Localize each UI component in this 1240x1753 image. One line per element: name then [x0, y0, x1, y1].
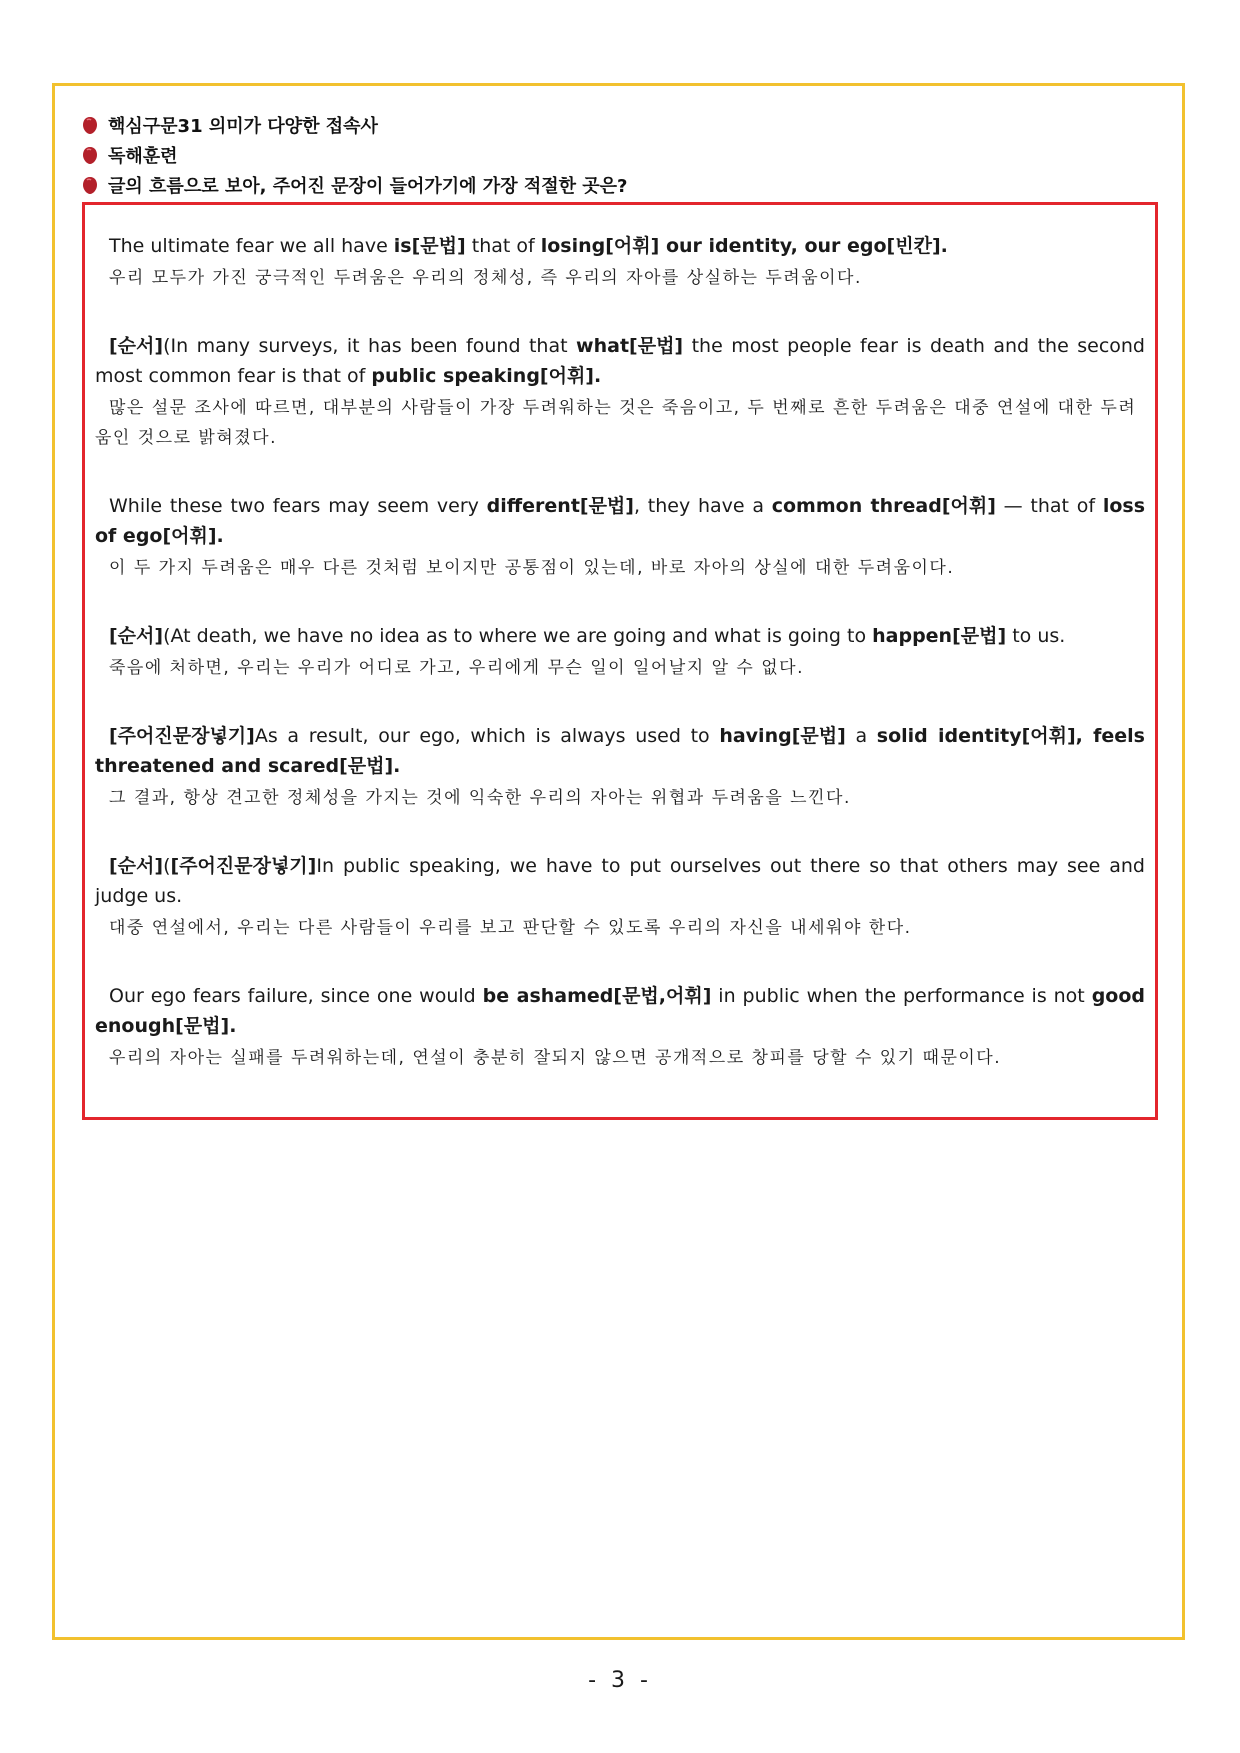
- highlighted-term: public speaking[어휘].: [371, 365, 602, 387]
- english-sentence: [95, 231, 1145, 261]
- sentence-text: While these two fears may seem very: [109, 495, 487, 517]
- header-text: 글의 흐름으로 보아, 주어진 문장이 들어가기에 가장 적절한 곳은?: [108, 176, 628, 197]
- highlighted-term: be ashamed[문법,어휘]: [482, 985, 712, 1007]
- header-line-1: [82, 110, 628, 140]
- header-line-3: [82, 170, 628, 200]
- red-bullet-icon: [82, 146, 98, 165]
- highlighted-term: solid identity[어휘], feels threatened and scared[문법].: [95, 725, 1145, 777]
- korean-translation: 대중 연설에서, 우리는 다른 사람들이 우리를 보고 판단할 수 있도록 우리의 자신을 내세워야 한다.: [109, 918, 912, 938]
- passage-box: [82, 202, 1158, 1120]
- korean-translation: 이 두 가지 두려움은 매우 다른 것처럼 보이지만 공통점이 있는데, 바로 자아의 상실에 대한 두려움이다.: [109, 558, 955, 578]
- sentence-text: The ultimate fear we all have: [109, 235, 394, 257]
- paragraph-4: [95, 621, 1145, 683]
- korean-translation: 우리의 자아는 실패를 두려워하는데, 연설이 충분히 잘되지 않으면 공개적으로 창피를 당할 수 있기 때문이다.: [109, 1048, 1002, 1068]
- sentence-text: (In many surveys, it has been found that: [163, 335, 577, 357]
- sentence-text: in public when the performance is not: [711, 985, 1092, 1007]
- sentence-text: Our ego fears failure, since one would: [109, 985, 483, 1007]
- red-bullet-icon: [82, 176, 98, 195]
- header-text: 독해훈련: [108, 146, 178, 167]
- sentence-text: (At death, we have no idea as to where we are going and what is going to: [163, 625, 873, 647]
- english-sentence: [95, 981, 1145, 1041]
- english-sentence: [95, 491, 1145, 551]
- highlighted-term: good enough[문법].: [95, 985, 1145, 1037]
- paragraph-7: [95, 981, 1145, 1073]
- english-sentence: [95, 721, 1145, 781]
- highlighted-term: [순서]: [109, 625, 164, 647]
- korean-translation: 죽음에 처하면, 우리는 우리가 어디로 가고, 우리에게 무슨 일이 일어날지 알 수 없다.: [109, 658, 804, 678]
- highlighted-term: loss of ego[어휘].: [95, 495, 1146, 547]
- page-number: - 3 -: [588, 1668, 652, 1693]
- sentence-text: to us.: [1006, 625, 1066, 647]
- english-sentence: [95, 851, 1145, 911]
- sentence-text: the most people fear is death and the second most common fear is that of: [95, 335, 1145, 387]
- paragraph-1: [95, 231, 1145, 293]
- highlighted-term: [주어진문장넣기]: [170, 855, 317, 877]
- highlighted-term: is[문법]: [393, 235, 466, 257]
- header-line-2: [82, 140, 628, 170]
- english-sentence: [95, 331, 1145, 391]
- highlighted-term: common thread[어휘]: [771, 495, 996, 517]
- sentence-text: that of: [465, 235, 541, 257]
- highlighted-term: what[문법]: [576, 335, 684, 357]
- highlighted-term: different[문법]: [486, 495, 634, 517]
- header-text: 핵심구문31 의미가 다양한 접속사: [108, 116, 378, 137]
- red-bullet-icon: [82, 116, 98, 135]
- korean-translation: 그 결과, 항상 견고한 정체성을 가지는 것에 익숙한 우리의 자아는 위협과 두려움을 느낀다.: [109, 788, 851, 808]
- highlighted-term: [순서]: [109, 335, 164, 357]
- paragraph-3: [95, 491, 1145, 583]
- highlighted-term: [주어진문장넣기]: [109, 725, 255, 747]
- sentence-text: — that of: [995, 495, 1103, 517]
- korean-translation: 우리 모두가 가진 궁극적인 두려움은 우리의 정체성, 즉 우리의 자아를 상실하는 두려움이다.: [109, 268, 862, 288]
- highlighted-term: losing[어휘] our identity, our ego[빈칸].: [540, 235, 948, 257]
- english-sentence: [95, 621, 1145, 651]
- sentence-text: (: [163, 855, 171, 877]
- paragraph-2: [95, 331, 1145, 453]
- sentence-text: In public speaking, we have to put ourselves out there so that others may see and judge us.: [95, 855, 1145, 907]
- korean-translation: 많은 설문 조사에 따르면, 대부분의 사람들이 가장 두려워하는 것은 죽음이고, 두 번째로 흔한 두려움은 대중 연설에 대한 두려움인 것으로 밝혀졌다.: [95, 398, 1137, 448]
- paragraph-5: [95, 721, 1145, 813]
- highlighted-term: happen[문법]: [872, 625, 1007, 647]
- paragraph-6: [95, 851, 1145, 943]
- sentence-text: a: [845, 725, 877, 747]
- highlighted-term: [순서]: [109, 855, 164, 877]
- highlighted-term: having[문법]: [719, 725, 846, 747]
- section-headers: [82, 110, 628, 200]
- sentence-text: , they have a: [633, 495, 772, 517]
- sentence-text: As a result, our ego, which is always used to: [254, 725, 720, 747]
